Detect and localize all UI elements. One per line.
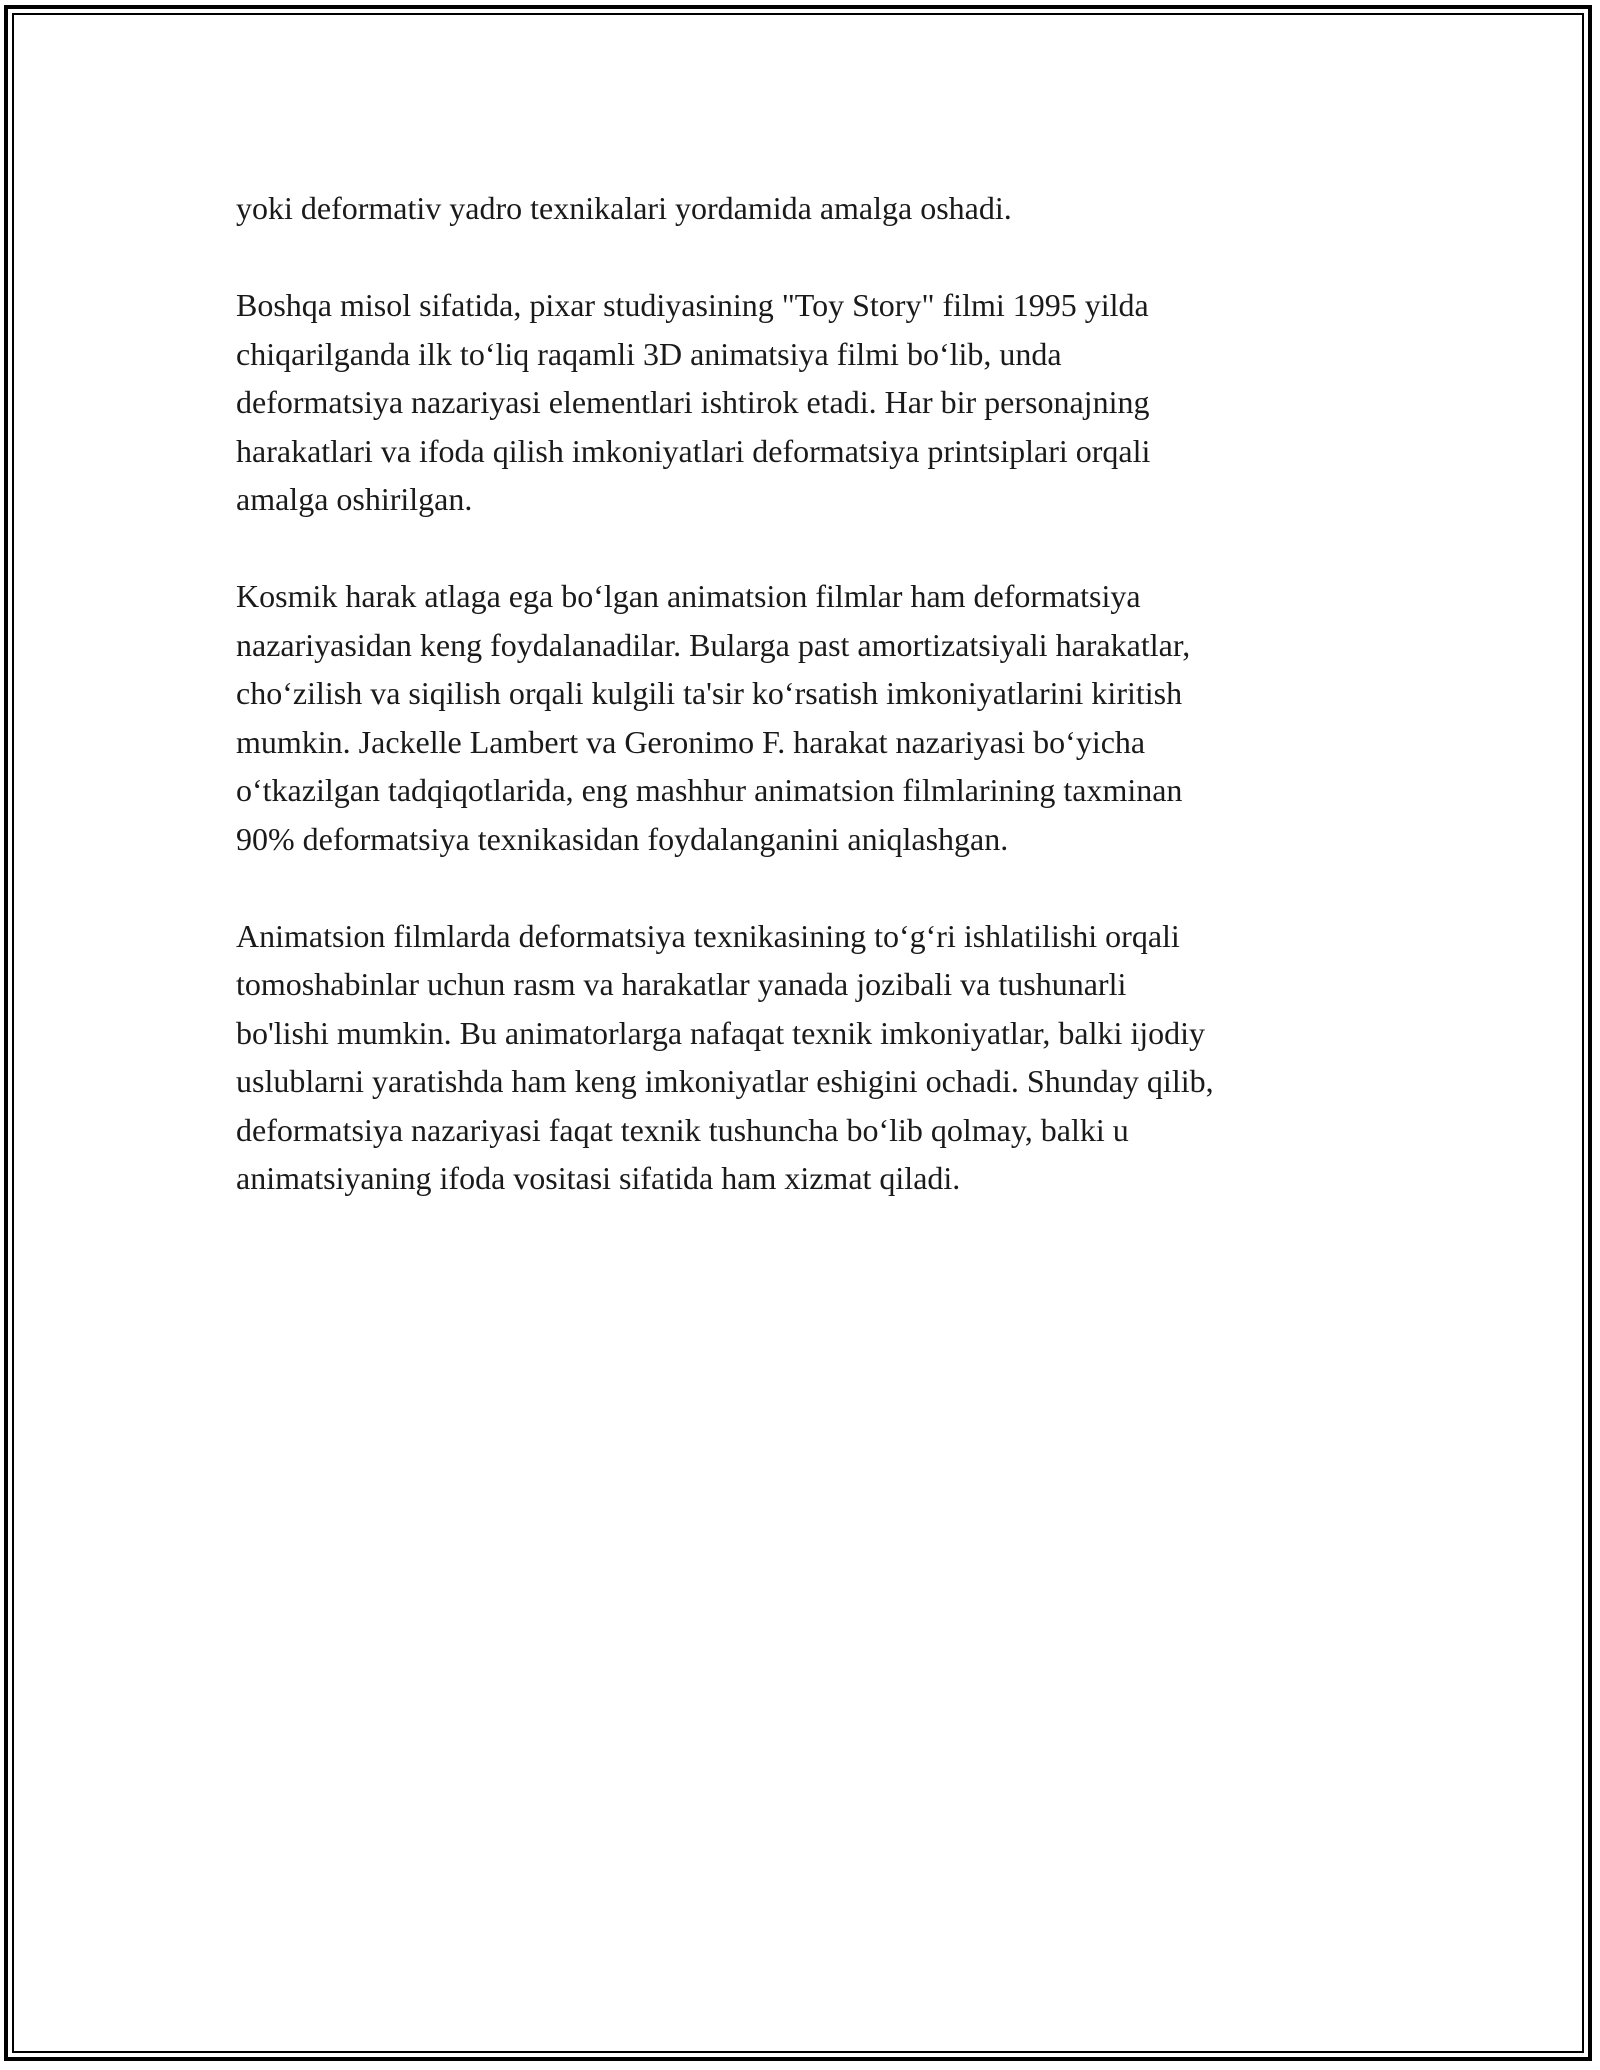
- document-body: [236, 184, 1366, 1251]
- paragraph-1: yoki deformativ yadro texnikalari yordamida amalga oshadi.: [236, 190, 1012, 226]
- paragraph-2: Boshqa misol sifatida, pixar studiyasining "Toy Story" filmi 1995 yilda chiqarilganda ilk to‘liq raqamli 3D animatsiya filmi bo‘lib, unda deformatsiya nazariyasi elementlari ishtirok etadi. Har bir personajning harakatlari va ifoda qilish imkoniyatlari deformatsiya printsiplari orqali amalga oshirilgan.: [236, 287, 1151, 517]
- paragraph-3: Kosmik harak atlaga ega bo‘lgan animatsion filmlar ham deformatsiya nazariyasidan keng foydalanadilar. Bularga past amortizatsiyali harakatlar, cho‘zilish va siqilish orqali kulgili ta'sir ko‘rsatish imkoniyatlarini kiritish mumkin. Jackelle Lambert va Geronimo F. harakat nazariyasi bo‘yicha o‘tkazilgan tadqiqotlarida, eng mashhur animatsion filmlarining taxminan 90% deformatsiya texnikasidan foydalanganini aniqlashgan.: [236, 578, 1191, 857]
- paragraph-4: Animatsion filmlarda deformatsiya texnikasining to‘g‘ri ishlatilishi orqali tomoshabinlar uchun rasm va harakatlar yanada jozibali va tushunarli bo'lishi mumkin. Bu animatorlarga nafaqat texnik imkoniyatlar, balki ijodiy uslublarni yaratishda ham keng imkoniyatlar eshigini ochadi. Shunday qilib, deformatsiya nazariyasi faqat texnik tushuncha bo‘lib qolmay, balki u animatsiyaning ifoda vositasi sifatida ham xizmat qiladi.: [236, 917, 1214, 1196]
